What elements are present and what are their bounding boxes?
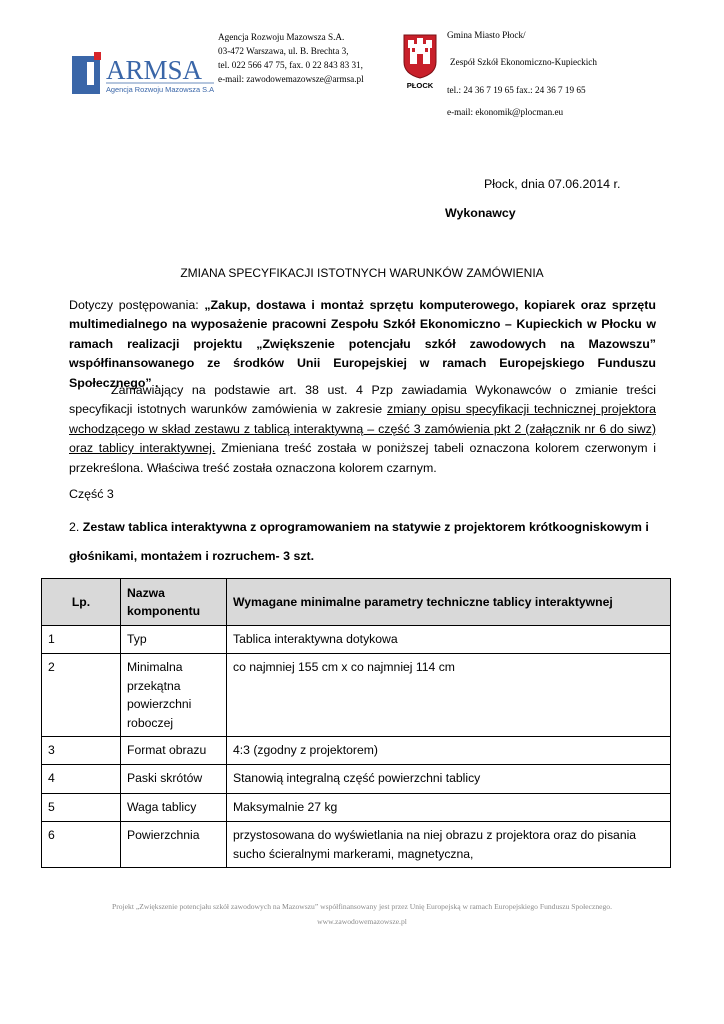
footer-project-note: Projekt „Zwiększenie potencjału szkół zawodowych na Mazowszu” współfinansowany jest przez Unię Europejską w ramach Europejskiego Funduszu Społecznego. bbox=[112, 902, 612, 911]
row-value: Tablica interaktywna dotykowa bbox=[227, 626, 671, 654]
row-lp: 5 bbox=[42, 794, 121, 822]
header-left-contact bbox=[218, 30, 364, 86]
row-lp: 6 bbox=[42, 822, 121, 868]
row-name: Typ bbox=[121, 626, 227, 654]
table-row bbox=[42, 626, 671, 654]
org-left-email: e-mail: zawodowemazowsze@armsa.pl bbox=[218, 74, 364, 84]
row-value: przystosowana do wyświetlania na niej obrazu z projektora oraz do pisania sucho ścieralnymi markerami, magnetyczna, bbox=[227, 822, 671, 868]
header-lp: Lp. bbox=[42, 579, 121, 626]
table-row bbox=[42, 794, 671, 822]
org-right-phone: tel.: 24 36 7 19 65 fax.: 24 36 7 19 65 bbox=[447, 85, 586, 95]
logo-subtitle: Agencja Rozwoju Mazowsza S.A bbox=[106, 85, 215, 94]
subject-text: „Zakup, dostawa i montaż sprzętu komputerowego, kopiarek oraz sprzętu multimedialnego na wyposażenie pracowni Zespołu Szkół Ekonomiczno – Kupieckich w Płocku w ramach realizacji projektu „Zwiększenie potencjału szkół zawodowych na Mazowszu” współfinansowanego ze środków Unii Europejskiej w ramach Europejskiego Funduszu Społecznego” . bbox=[69, 298, 656, 390]
row-name: Format obrazu bbox=[121, 737, 227, 765]
body-underlined: zmiany opisu specyfikacji technicznej projektora wchodzącego w skład zestawu z tablicą interaktywną – część 3 zamówienia pkt 2 (załącznik nr 6 do siwz) oraz tablicy interaktywnej. bbox=[69, 402, 656, 456]
body-paragraph bbox=[69, 381, 656, 478]
org-right-name: Gmina Miasto Płock/ bbox=[447, 30, 526, 40]
armsa-logo bbox=[72, 52, 216, 94]
plock-crest-icon bbox=[401, 32, 439, 90]
body-part2: Zmieniana treść została w poniższej tabeli oznaczona kolorem czerwonym i przekreślona. Właściwa treść została oznaczona kolorem czarnym. bbox=[69, 441, 656, 475]
header-name: Nazwa komponentu bbox=[121, 579, 227, 626]
row-value: Maksymalnie 27 kg bbox=[227, 794, 671, 822]
item-line1: Zestaw tablica interaktywna z oprogramowaniem na statywie z projektorem krótkoogniskowym i bbox=[82, 520, 649, 534]
body-part1: Zamawiający na podstawie art. 38 ust. 4 Pzp zawiadamia Wykonawców o zmianie treści specyfikacji istotnych warunków zamówienia w zakresie bbox=[69, 383, 656, 417]
row-value: 4:3 (zgodny z projektorem) bbox=[227, 737, 671, 765]
row-value: Stanowią integralną część powierzchni tablicy bbox=[227, 765, 671, 794]
org-right-email: e-mail: ekonomik@plocman.eu bbox=[447, 107, 564, 117]
subject-paragraph bbox=[69, 296, 656, 393]
footer-website: www.zawodowemazowsze.pl bbox=[317, 917, 407, 926]
table-row bbox=[42, 654, 671, 737]
row-name: Paski skrótów bbox=[121, 765, 227, 794]
table-row bbox=[42, 765, 671, 794]
logo-text: ARMSA bbox=[106, 55, 203, 85]
row-lp: 2 bbox=[42, 654, 121, 737]
item-number: 2. bbox=[69, 520, 83, 534]
org-right-school: Zespół Szkół Ekonomiczno-Kupieckich bbox=[450, 57, 597, 67]
row-name: Powierzchnia bbox=[121, 822, 227, 868]
row-name: Minimalna przekątna powierzchni roboczej bbox=[121, 654, 227, 737]
org-left-address: 03-472 Warszawa, ul. B. Brechta 3, bbox=[218, 46, 349, 56]
row-value: co najmniej 155 cm x co najmniej 114 cm bbox=[227, 654, 671, 737]
row-lp: 3 bbox=[42, 737, 121, 765]
place-date: Płock, dnia 07.06.2014 r. bbox=[484, 177, 621, 191]
addressee: Wykonawcy bbox=[445, 206, 516, 220]
org-left-phone: tel. 022 566 47 75, fax. 0 22 843 83 31, bbox=[218, 60, 363, 70]
row-lp: 1 bbox=[42, 626, 121, 654]
header-params: Wymagane minimalne parametry techniczne tablicy interaktywnej bbox=[227, 579, 671, 626]
subject-label: Dotyczy postępowania: bbox=[69, 298, 205, 312]
part-label: Część 3 bbox=[69, 487, 114, 501]
row-name: Waga tablicy bbox=[121, 794, 227, 822]
row-lp: 4 bbox=[42, 765, 121, 794]
spec-table bbox=[41, 578, 671, 868]
item-heading-line1 bbox=[69, 520, 649, 534]
table-row bbox=[42, 737, 671, 765]
document-title: ZMIANA SPECYFIKACJI ISTOTNYCH WARUNKÓW ZAMÓWIENIA bbox=[180, 266, 544, 280]
org-left-name: Agencja Rozwoju Mazowsza S.A. bbox=[218, 32, 345, 42]
item-heading-line2: głośnikami, montażem i rozruchem- 3 szt. bbox=[69, 549, 315, 563]
crest-label: PŁOCK bbox=[406, 81, 434, 90]
table-header-row bbox=[42, 579, 671, 626]
page-footer bbox=[0, 899, 724, 929]
table-row bbox=[42, 822, 671, 868]
